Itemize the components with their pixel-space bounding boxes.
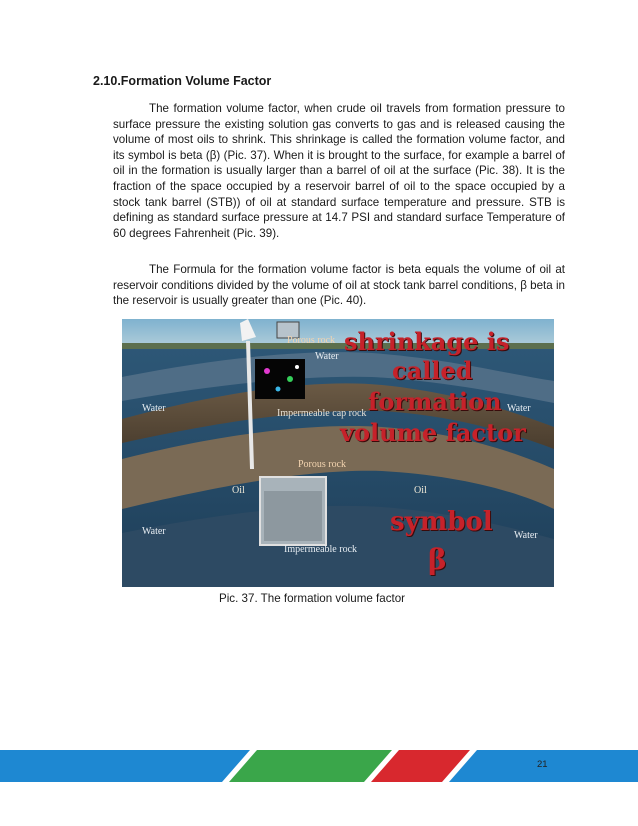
- label-porous-rock-mid: Porous rock: [298, 459, 347, 470]
- gas-molecule: [264, 368, 270, 374]
- footer-stripe-green: [229, 750, 392, 782]
- label-porous-rock-top: Porous rock: [287, 335, 336, 346]
- label-water-left: Water: [142, 403, 166, 414]
- footer-stripe-blue: [0, 750, 250, 782]
- overlay-volume-factor: volume factor: [340, 418, 526, 447]
- label-impermeable-bottom: Impermeable rock: [284, 544, 358, 555]
- label-water-bottom-left: Water: [142, 526, 166, 537]
- paragraph-formula: The Formula for the formation volume factor is beta equals the volume of oil at reservoir conditions divided by the volume of oil at stock tank barrel conditions, β beta in the reservoir is usually greater than one (Pic. 40).: [113, 263, 565, 308]
- overlay-beta: β: [428, 543, 447, 576]
- figure-caption: Pic. 37. The formation volume factor: [219, 592, 406, 605]
- label-oil-left: Oil: [232, 485, 245, 496]
- paragraph-formation-volume-factor: The formation volume factor, when crude oil travels from formation pressure to surface pressure the existing solution gas converts to gas and is released causing the volume of most oils to shrink. This shrinkage is called the formation volume factor, and its symbol is beta (β) (Pic. 37). When it is brought to the surface, for example a barrel of oil in the formation is usually larger than a barrel of oil at the surface (Pic. 38). It is the fraction of the space occupied by a reservoir barrel of oil to the space occupied by a stock tank barrel (STB)) of oil at standard surface temperature and pressure. STB is defining as standard surface pressure at 14.7 PSI and standard surface Temperature of 60 degrees Fahrenheit (Pic. 39).: [113, 102, 565, 240]
- formation-volume-factor-figure: [122, 319, 554, 587]
- label-oil-right: Oil: [414, 485, 427, 496]
- overlay-symbol: symbol: [390, 507, 493, 537]
- label-water-top: Water: [315, 351, 339, 362]
- label-impermeable-cap: Impermeable cap rock: [277, 408, 367, 419]
- section-heading: 2.10.Formation Volume Factor: [93, 74, 272, 88]
- overlay-formation: formation: [368, 387, 502, 416]
- molecule-inset: [255, 359, 305, 399]
- reservoir-oil: [264, 491, 322, 541]
- label-water-right: Water: [507, 403, 531, 414]
- gas-molecule: [295, 365, 299, 369]
- overlay-called: called: [392, 356, 473, 385]
- page-number: 21: [537, 759, 548, 770]
- gas-molecule: [276, 387, 281, 392]
- overlay-shrinkage-is: shrinkage is: [344, 327, 510, 356]
- label-water-bottom-right: Water: [514, 530, 538, 541]
- gas-molecule: [287, 376, 293, 382]
